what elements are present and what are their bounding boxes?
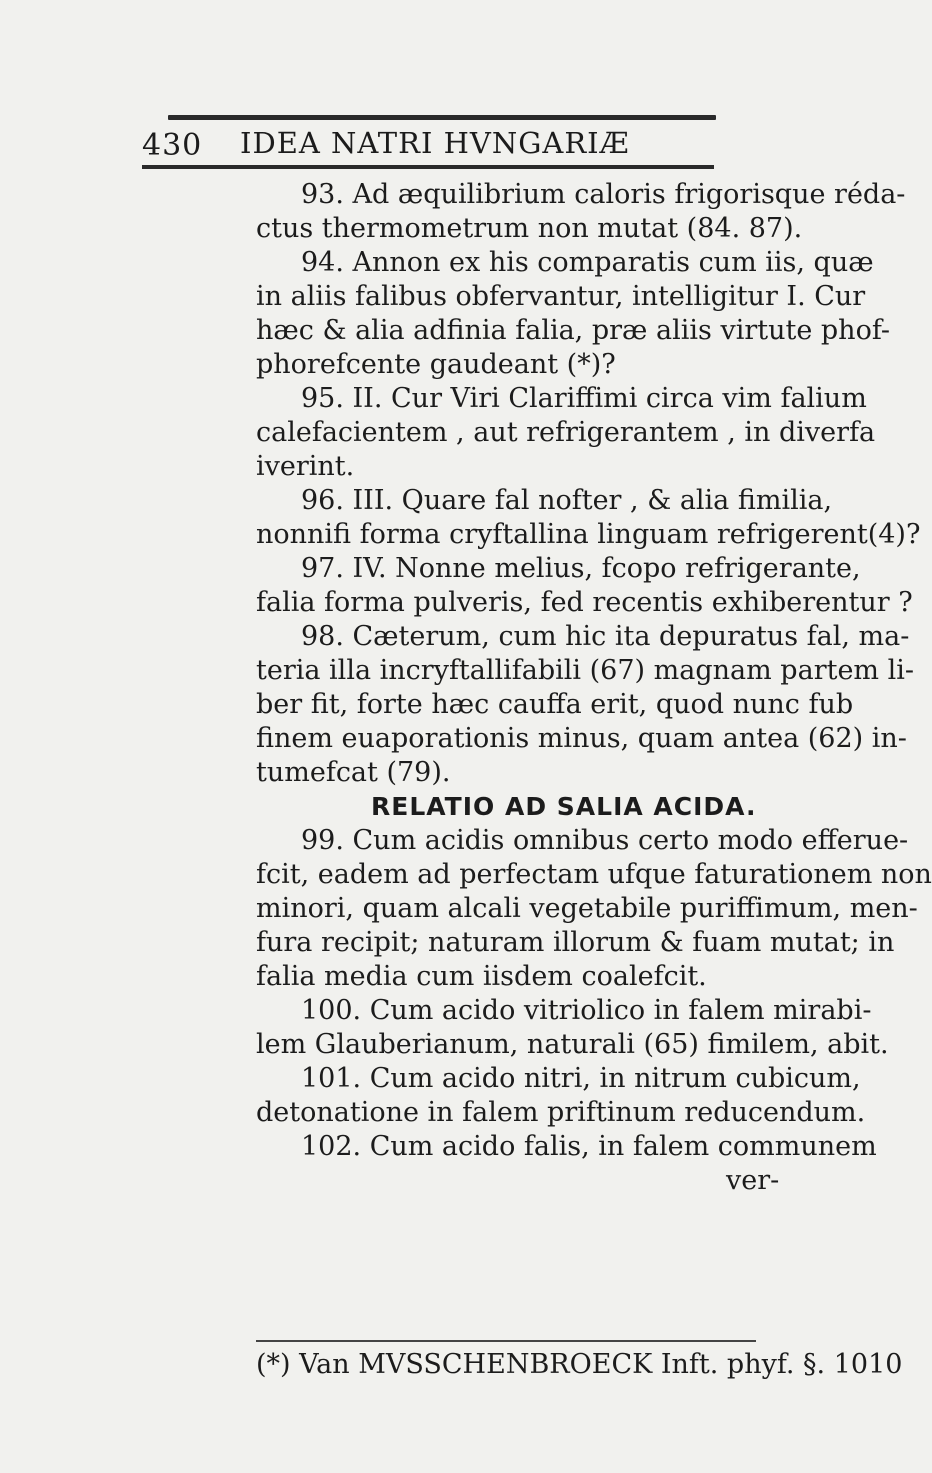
- text-line: iverint.: [256, 451, 355, 482]
- body-text: [256, 178, 932, 1198]
- text-line: 97. IV. Nonne melius, fcopo refrigerante,: [301, 553, 861, 584]
- text-line: 100. Cum acido vitriolico in falem mirabi-: [301, 995, 872, 1026]
- running-title: IDEA NATRI HVNGARIÆ: [240, 126, 630, 160]
- text-line: 98. Cæterum, cum hic ita depuratus fal, ma-: [301, 621, 910, 652]
- text-line: phorefcente gaudeant (*)?: [256, 349, 616, 380]
- text-line: calefacientem , aut refrigerantem , in diverfa: [256, 417, 876, 448]
- text-line: lem Glauberianum, naturali (65) fimilem, abit.: [256, 1029, 889, 1060]
- text-line: 93. Ad æquilibrium caloris frigorisque réda-: [301, 179, 906, 210]
- text-line: 96. III. Quare fal nofter , & alia fimilia,: [301, 485, 833, 516]
- text-line: falia media cum iisdem coalefcit.: [256, 961, 707, 992]
- text-line: minori, quam alcali vegetabile puriffimum, men-: [256, 893, 918, 924]
- page-number: 430: [142, 128, 203, 163]
- text-line: falia forma pulveris, fed recentis exhiberentur ?: [256, 587, 913, 618]
- text-line: tumefcat (79).: [256, 757, 451, 788]
- text-line: ctus thermometrum non mutat (84. 87).: [256, 213, 803, 244]
- top-rule: [168, 115, 716, 120]
- text-line: hæc & alia adfinia falia, præ aliis virtute phof-: [256, 315, 890, 346]
- footnote-rule: [256, 1340, 756, 1342]
- footnote: (*) Van MVSSCHENBROECK Inft. phyf. §. 1010: [256, 1349, 903, 1380]
- text-line: finem euaporationis minus, quam antea (62) in-: [256, 723, 907, 754]
- text-line: nonnifi forma cryftallina linguam refrigerent(4)?: [256, 519, 921, 550]
- text-line: detonatione in falem priftinum reducendum.: [256, 1097, 866, 1128]
- catchword: ver-: [726, 1165, 780, 1196]
- text-line: fura recipit; naturam illorum & fuam mutat; in: [256, 927, 895, 958]
- text-line: 102. Cum acido falis, in falem communem: [301, 1131, 877, 1162]
- text-line: 99. Cum acidis omnibus certo modo efferue-: [301, 825, 909, 856]
- text-line: 94. Annon ex his comparatis cum iis, quæ: [301, 247, 874, 278]
- text-line: 95. II. Cur Viri Clariffimi circa vim falium: [301, 383, 867, 414]
- text-line: 101. Cum acido nitri, in nitrum cubicum,: [301, 1063, 861, 1094]
- text-line: teria illa incryftallifabili (67) magnam partem li-: [256, 655, 915, 686]
- header-rule: [142, 165, 714, 169]
- section-heading: RELATIO AD SALIA ACIDA.: [371, 792, 757, 821]
- text-line: in aliis falibus obfervantur, intelligitur I. Cur: [256, 281, 866, 312]
- text-line: ber fit, forte hæc cauffa erit, quod nunc fub: [256, 689, 854, 720]
- text-line: fcit, eadem ad perfectam ufque faturationem non: [256, 859, 932, 890]
- page-header: [142, 122, 702, 166]
